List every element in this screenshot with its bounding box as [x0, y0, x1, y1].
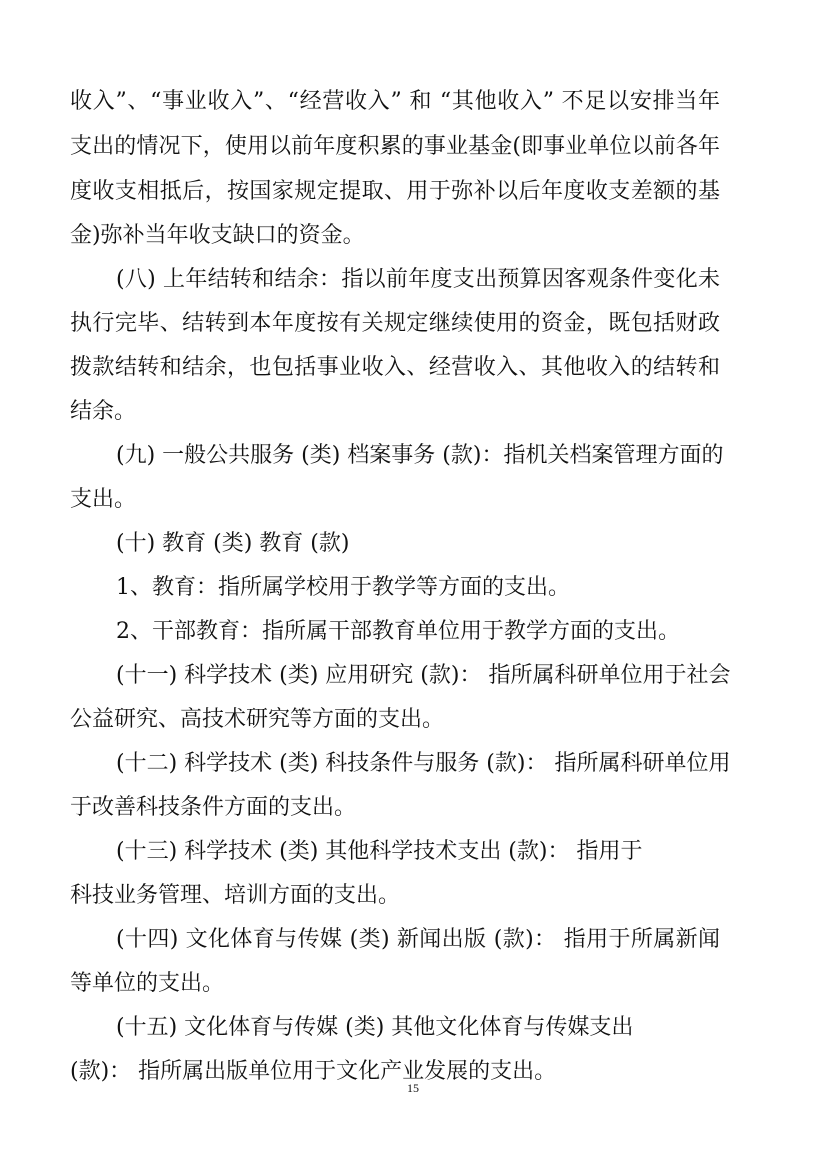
text-line: 执行完毕、结转到本年度按有关规定继续使用的资金，既包括财政 [70, 311, 720, 336]
text-line: 收入”、“事业收入”、“经营收入” 和 “其他收入” 不足以安排当年 [70, 89, 720, 114]
paragraph-9-heading: (九) 一般公共服务 (类) 档案事务 (款)：指机关档案管理方面的 [116, 443, 724, 468]
paragraph-10-heading: (十) 教育 (类) 教育 (款) [116, 531, 350, 556]
text-line: 2、干部教育：指所属干部教育单位用于教学方面的支出。 [116, 619, 680, 644]
text-line: 科技业务管理、培训方面的支出。 [70, 883, 401, 908]
text-line: 金)弥补当年收支缺口的资金。 [70, 223, 365, 248]
paragraph-12-heading: (十二) 科学技术 (类) 科技条件与服务 (款)： 指所属科研单位用 [116, 751, 731, 776]
paragraph-15-heading: (十五) 文化体育与传媒 (类) 其他文化体育与传媒支出 [116, 1015, 634, 1040]
text-line: 等单位的支出。 [70, 971, 225, 996]
paragraph-14-heading: (十四) 文化体育与传媒 (类) 新闻出版 (款)： 指用于所属新闻 [116, 927, 720, 952]
text-line: 拨款结转和结余，也包括事业收入、经营收入、其他收入的结转和 [70, 355, 720, 380]
page-number: 15 [407, 1081, 419, 1095]
text-line: 支出的情况下，使用以前年度积累的事业基金(即事业单位以前各年 [70, 134, 720, 159]
text-line: 支出。 [70, 487, 137, 512]
paragraph-11-heading: (十一) 科学技术 (类) 应用研究 (款)： 指所属科研单位用于社会 [116, 663, 731, 688]
text-line: 于改善科技条件方面的支出。 [70, 795, 357, 820]
paragraph-13-heading: (十三) 科学技术 (类) 其他科学技术支出 (款)： 指用于 [116, 839, 643, 864]
text-line: 公益研究、高技术研究等方面的支出。 [70, 707, 445, 732]
text-line: (款)： 指所属出版单位用于文化产业发展的支出。 [70, 1059, 557, 1084]
text-line: 结余。 [70, 399, 137, 424]
text-line: 1、教育：指所属学校用于教学等方面的支出。 [116, 575, 570, 600]
text-line: 度收支相抵后，按国家规定提取、用于弥补以后年度收支差额的基 [70, 179, 720, 204]
paragraph-8-heading: (八) 上年结转和结余：指以前年度支出预算因客观条件变化未 [116, 267, 720, 292]
